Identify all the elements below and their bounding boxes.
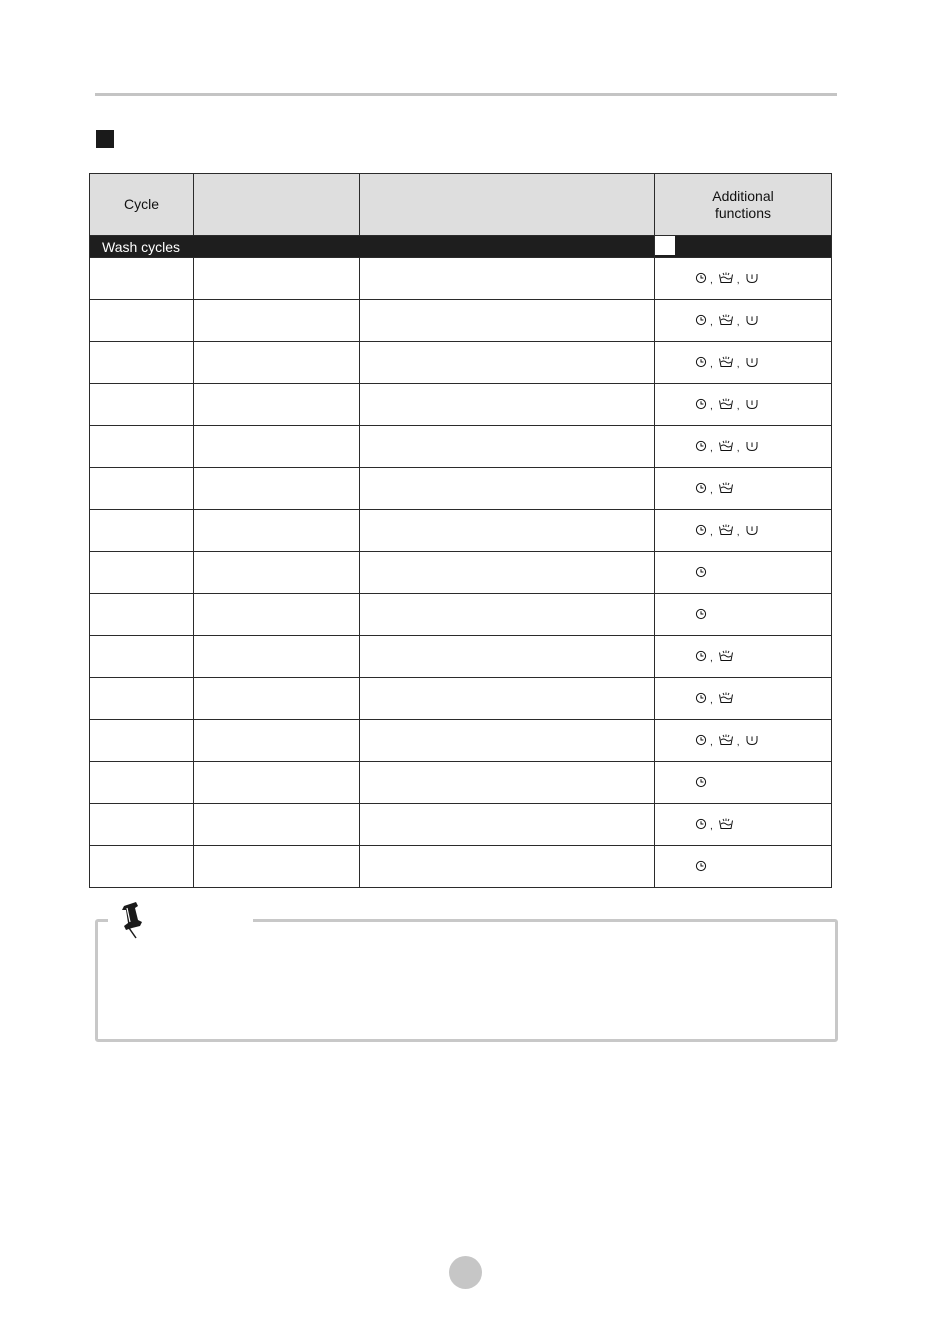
- additional-functions-cell: [655, 300, 832, 342]
- delay-icon: [695, 692, 707, 704]
- delay-icon: [695, 818, 707, 830]
- separator: ,: [710, 821, 713, 832]
- function-icons: [695, 772, 707, 792]
- additional-functions-cell: [655, 846, 832, 888]
- function-icons: [695, 856, 707, 876]
- delay-icon: [695, 860, 707, 872]
- table-row: [90, 510, 832, 552]
- delay-icon: [695, 524, 707, 536]
- delay-icon: [695, 482, 707, 494]
- separator: ,: [736, 317, 740, 328]
- delay-icon: [695, 440, 707, 452]
- prewash-icon: [718, 818, 734, 830]
- delay-icon: [695, 734, 707, 746]
- table-cell: [90, 594, 194, 636]
- additional-functions-cell: [655, 804, 832, 846]
- table-cell: [360, 384, 655, 426]
- separator: ,: [710, 737, 713, 748]
- table-cell: [90, 636, 194, 678]
- separator: ,: [736, 527, 740, 538]
- separator: ,: [736, 275, 740, 286]
- additional-functions-cell: [655, 384, 832, 426]
- table-row: [90, 846, 832, 888]
- function-icons: [695, 730, 759, 750]
- table-row: [90, 804, 832, 846]
- table-cell: [90, 678, 194, 720]
- table-row: [90, 720, 832, 762]
- prewash-icon: [718, 398, 734, 410]
- spin-icon: [745, 314, 759, 326]
- table-cell: [194, 384, 360, 426]
- additional-functions-cell: [655, 720, 832, 762]
- additional-functions-cell: [655, 426, 832, 468]
- table-cell: [360, 594, 655, 636]
- table-cell: [194, 804, 360, 846]
- table-cell: [194, 300, 360, 342]
- table-cell: [194, 594, 360, 636]
- table-cell: [194, 510, 360, 552]
- additional-functions-cell: [655, 468, 832, 510]
- function-icons: [695, 268, 759, 288]
- delay-icon: [695, 608, 707, 620]
- delay-icon: [695, 776, 707, 788]
- function-icons: [695, 478, 734, 498]
- table-header-row: [90, 174, 832, 236]
- prewash-icon: [718, 356, 734, 368]
- spin-icon: [745, 440, 759, 452]
- table-row: [90, 384, 832, 426]
- spin-icon: [745, 356, 759, 368]
- additional-functions-cell: [655, 636, 832, 678]
- function-icons: [695, 520, 759, 540]
- table-cell: [194, 552, 360, 594]
- additional-functions-cell: [655, 762, 832, 804]
- table-row: [90, 258, 832, 300]
- separator: ,: [710, 527, 713, 538]
- spin-icon: [745, 524, 759, 536]
- table-cell: [194, 258, 360, 300]
- separator: ,: [736, 359, 740, 370]
- separator: ,: [736, 401, 740, 412]
- table-cell: [194, 468, 360, 510]
- prewash-icon: [718, 314, 734, 326]
- pushpin-icon: [116, 900, 146, 940]
- table-cell: [90, 510, 194, 552]
- table-cell: [194, 846, 360, 888]
- header-additional-functions: [655, 174, 832, 236]
- table-row: [90, 762, 832, 804]
- prewash-icon: [718, 734, 734, 746]
- table-cell: [90, 720, 194, 762]
- top-rule: [95, 93, 837, 96]
- function-icons: [695, 394, 759, 414]
- page-number-dot: [449, 1256, 482, 1289]
- separator: ,: [736, 737, 740, 748]
- spin-icon: [745, 398, 759, 410]
- function-icons: [695, 646, 734, 666]
- table-cell: [360, 300, 655, 342]
- section-marker: [96, 130, 114, 148]
- table-cell: [194, 762, 360, 804]
- table-row: [90, 342, 832, 384]
- table-cell: [194, 678, 360, 720]
- header-cycle: Cycle: [90, 174, 194, 236]
- table-cell: [194, 636, 360, 678]
- section-band: [90, 236, 832, 258]
- table-cell: [90, 300, 194, 342]
- header-col-3: [360, 174, 655, 236]
- function-icons: [695, 310, 759, 330]
- separator: ,: [710, 653, 713, 664]
- table-cell: [90, 762, 194, 804]
- delay-icon: [695, 356, 707, 368]
- spin-icon: [745, 272, 759, 284]
- spin-icon: [745, 734, 759, 746]
- table-cell: [194, 342, 360, 384]
- delay-icon: [695, 272, 707, 284]
- table-cell: [194, 720, 360, 762]
- additional-functions-cell: [655, 678, 832, 720]
- prewash-icon: [718, 692, 734, 704]
- table-cell: [90, 468, 194, 510]
- note-box: [95, 919, 838, 1042]
- separator: ,: [710, 275, 713, 286]
- separator: ,: [710, 359, 713, 370]
- table-row: [90, 468, 832, 510]
- function-icons: [695, 352, 759, 372]
- table-cell: [90, 384, 194, 426]
- table-cell: [90, 258, 194, 300]
- table-cell: [360, 342, 655, 384]
- additional-functions-cell: [655, 258, 832, 300]
- table-cell: [360, 426, 655, 468]
- table-row: [90, 552, 832, 594]
- function-icons: [695, 688, 734, 708]
- separator: ,: [710, 401, 713, 412]
- function-icons: [695, 814, 734, 834]
- table-cell: [90, 426, 194, 468]
- function-icons: [695, 436, 759, 456]
- table-row: [90, 300, 832, 342]
- table-cell: [360, 762, 655, 804]
- delay-icon: [695, 398, 707, 410]
- table-cell: [90, 804, 194, 846]
- table-cell: [90, 552, 194, 594]
- separator: ,: [710, 317, 713, 328]
- table-cell: [360, 720, 655, 762]
- table-cell: [360, 258, 655, 300]
- table-cell: [90, 846, 194, 888]
- additional-functions-cell: [655, 552, 832, 594]
- prewash-icon: [718, 272, 734, 284]
- table-cell: [360, 636, 655, 678]
- separator: ,: [710, 695, 713, 706]
- table-cell: [360, 846, 655, 888]
- table-row: [90, 426, 832, 468]
- table-cell: [360, 510, 655, 552]
- additional-functions-cell: [655, 342, 832, 384]
- separator: ,: [736, 443, 740, 454]
- table-row: [90, 636, 832, 678]
- separator: ,: [710, 485, 713, 496]
- prewash-icon: [718, 440, 734, 452]
- prewash-icon: [718, 650, 734, 662]
- additional-functions-cell: [655, 510, 832, 552]
- table-cell: [360, 804, 655, 846]
- delay-icon: [695, 566, 707, 578]
- delay-icon: [695, 314, 707, 326]
- table-row: [90, 678, 832, 720]
- header-col-2: [194, 174, 360, 236]
- delay-icon: [695, 650, 707, 662]
- table-cell: [194, 426, 360, 468]
- table-row: [90, 594, 832, 636]
- prewash-icon: [718, 524, 734, 536]
- header-additional-label: Additional functions: [712, 187, 774, 221]
- separator: ,: [710, 443, 713, 454]
- section-label: Wash cycles: [90, 236, 655, 258]
- table-cell: [360, 678, 655, 720]
- function-icons: [695, 562, 707, 582]
- function-icons: [695, 604, 707, 624]
- table-cell: [360, 468, 655, 510]
- table-cell: [90, 342, 194, 384]
- section-band-tail: [655, 236, 832, 258]
- table-cell: [360, 552, 655, 594]
- prewash-icon: [718, 482, 734, 494]
- wash-cycles-table: [89, 173, 832, 888]
- additional-functions-cell: [655, 594, 832, 636]
